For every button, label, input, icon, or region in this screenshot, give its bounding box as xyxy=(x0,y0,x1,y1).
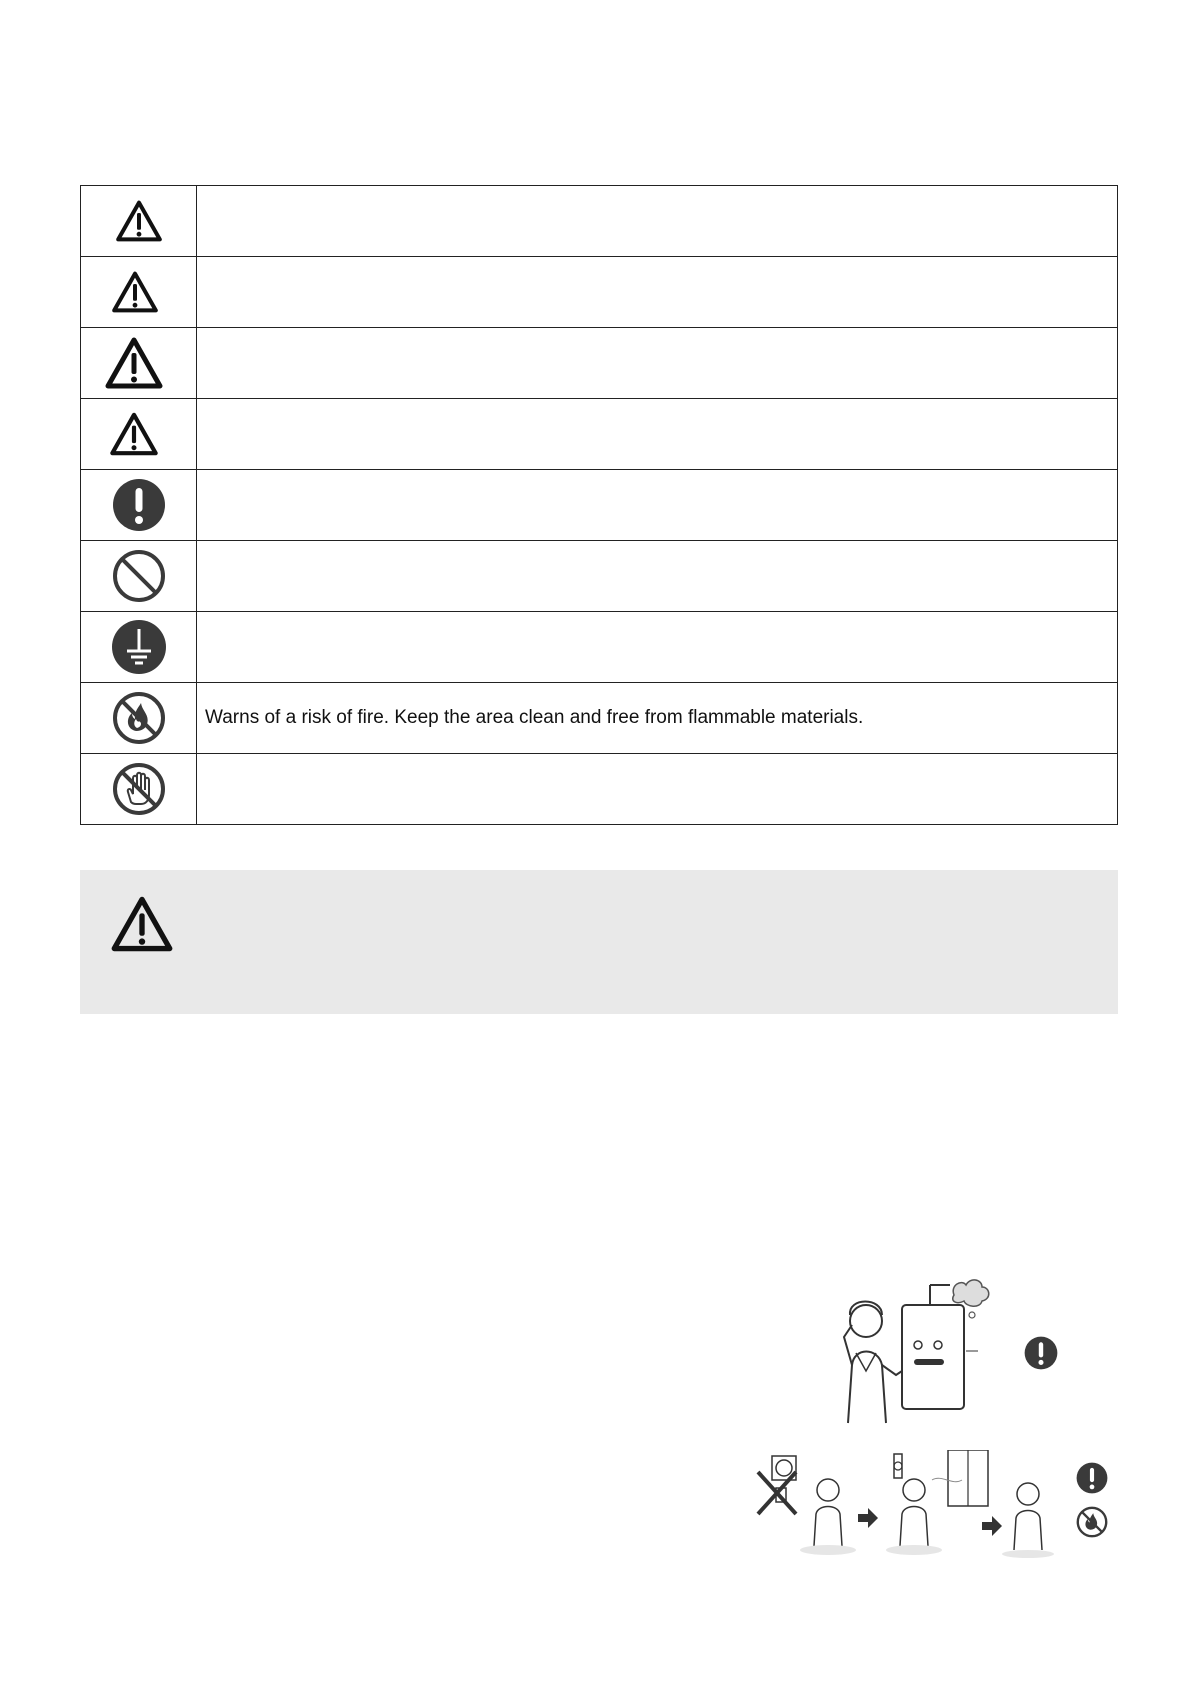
row-text xyxy=(197,257,1118,328)
do-not-touch-icon xyxy=(112,762,166,816)
arrow-right-icon xyxy=(982,1516,1002,1536)
mandatory-exclamation-icon xyxy=(112,478,166,532)
no-open-flame-icon xyxy=(112,691,166,745)
arrow-right-icon xyxy=(858,1508,878,1528)
warning-triangle-icon xyxy=(110,895,174,953)
table-row xyxy=(81,470,1118,541)
warning-triangle-icon xyxy=(109,411,159,457)
table-row xyxy=(81,541,1118,612)
safety-symbol-table xyxy=(80,185,1118,825)
mandatory-exclamation-icon xyxy=(1076,1462,1108,1494)
ventilation-sequence-illustration xyxy=(756,1450,1066,1558)
table-row xyxy=(81,328,1118,399)
warning-notice-box xyxy=(80,870,1118,1014)
table-row xyxy=(81,683,1118,754)
row-text xyxy=(197,470,1118,541)
prohibition-icon xyxy=(112,549,166,603)
warning-triangle-icon xyxy=(104,336,164,390)
gas-leak-illustration xyxy=(826,1275,1006,1425)
ventilation-steps-illustration xyxy=(756,1450,1066,1558)
row-text xyxy=(197,328,1118,399)
row-text xyxy=(197,399,1118,470)
table-row xyxy=(81,399,1118,470)
illustration-no-flame-badge xyxy=(1076,1506,1108,1538)
table-row xyxy=(81,612,1118,683)
illustration-mandatory-badge xyxy=(1024,1336,1058,1370)
table-row xyxy=(81,754,1118,825)
illustration-mandatory-badge-2 xyxy=(1076,1462,1108,1494)
table-row xyxy=(81,186,1118,257)
person-and-heater-illustration xyxy=(826,1275,1006,1425)
row-text xyxy=(197,541,1118,612)
no-open-flame-icon xyxy=(1076,1506,1108,1538)
person-open-valve-illustration xyxy=(886,1450,988,1555)
warning-triangle-icon xyxy=(111,270,159,314)
earth-ground-icon xyxy=(111,619,167,675)
row-text xyxy=(197,186,1118,257)
table-row xyxy=(81,257,1118,328)
row-text xyxy=(197,754,1118,825)
row-text xyxy=(197,612,1118,683)
person-phone-illustration xyxy=(1002,1483,1054,1558)
person-no-fan-illustration xyxy=(758,1456,856,1555)
mandatory-exclamation-icon xyxy=(1024,1336,1058,1370)
warning-triangle-icon xyxy=(115,199,163,243)
row-text: Warns of a risk of fire. Keep the area clean and free from flammable materials. xyxy=(197,683,1118,754)
